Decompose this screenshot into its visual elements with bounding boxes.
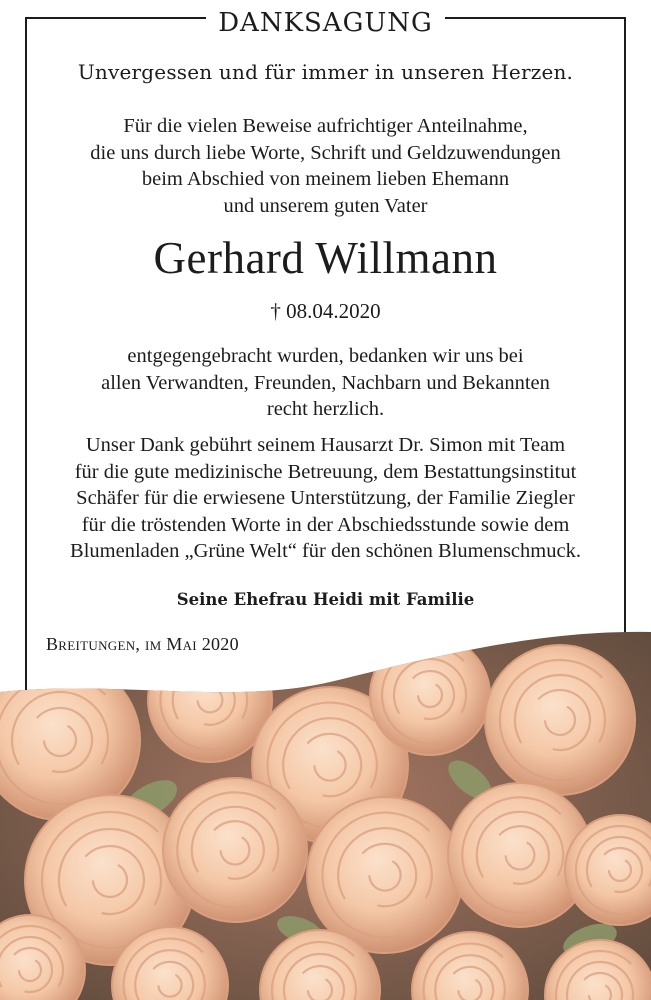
roses-image bbox=[0, 610, 651, 1000]
subtitle: Unvergessen und für immer in unseren Herzen. bbox=[77, 60, 574, 84]
dank-line: für die gute medizinische Betreuung, dem Bestattungsinstitut bbox=[74, 460, 577, 483]
dank-line: Unser Dank gebührt seinem Hausarzt Dr. Simon mit Team bbox=[85, 434, 566, 456]
thanks-line: entgegengebracht wurden, bedanken wir uns bei bbox=[127, 345, 524, 367]
dank-line: Blumenladen „Grüne Welt“ für den schönen Blumenschmuck. bbox=[70, 540, 581, 562]
rose-shape bbox=[370, 635, 490, 755]
place-date: Breitungen, im Mai 2020 bbox=[46, 634, 239, 654]
rose-shape bbox=[163, 778, 307, 922]
thanks-line: recht herzlich. bbox=[266, 398, 385, 420]
rose-shape bbox=[485, 645, 635, 795]
death-date: † 08.04.2020 bbox=[270, 299, 381, 323]
intro-line: und unserem guten Vater bbox=[223, 194, 428, 217]
dank-line: für die tröstenden Worte in der Abschiedsstunde sowie dem bbox=[81, 513, 570, 536]
intro-line: die uns durch liebe Worte, Schrift und Geldzuwendungen bbox=[90, 141, 561, 164]
deceased-name: Gerhard Willmann bbox=[153, 233, 498, 283]
notice-heading: DANKSAGUNG bbox=[206, 5, 445, 41]
dank-line: Schäfer für die erwiesene Unterstützung, der Familie Ziegler bbox=[76, 487, 575, 509]
dank-paragraph bbox=[30, 432, 621, 565]
intro-line: Für die vielen Beweise aufrichtiger Anteilnahme, bbox=[123, 115, 528, 137]
thanks-paragraph bbox=[30, 343, 621, 423]
rose-shape bbox=[307, 797, 463, 953]
thanks-line: allen Verwandten, Freunden, Nachbarn und Bekannten bbox=[101, 371, 550, 394]
signature: Seine Ehefrau Heidi mit Familie bbox=[176, 590, 475, 609]
intro-paragraph bbox=[30, 113, 621, 219]
heading-wrap bbox=[0, 5, 651, 41]
intro-line: beim Abschied von meinem lieben Ehemann bbox=[141, 168, 510, 190]
